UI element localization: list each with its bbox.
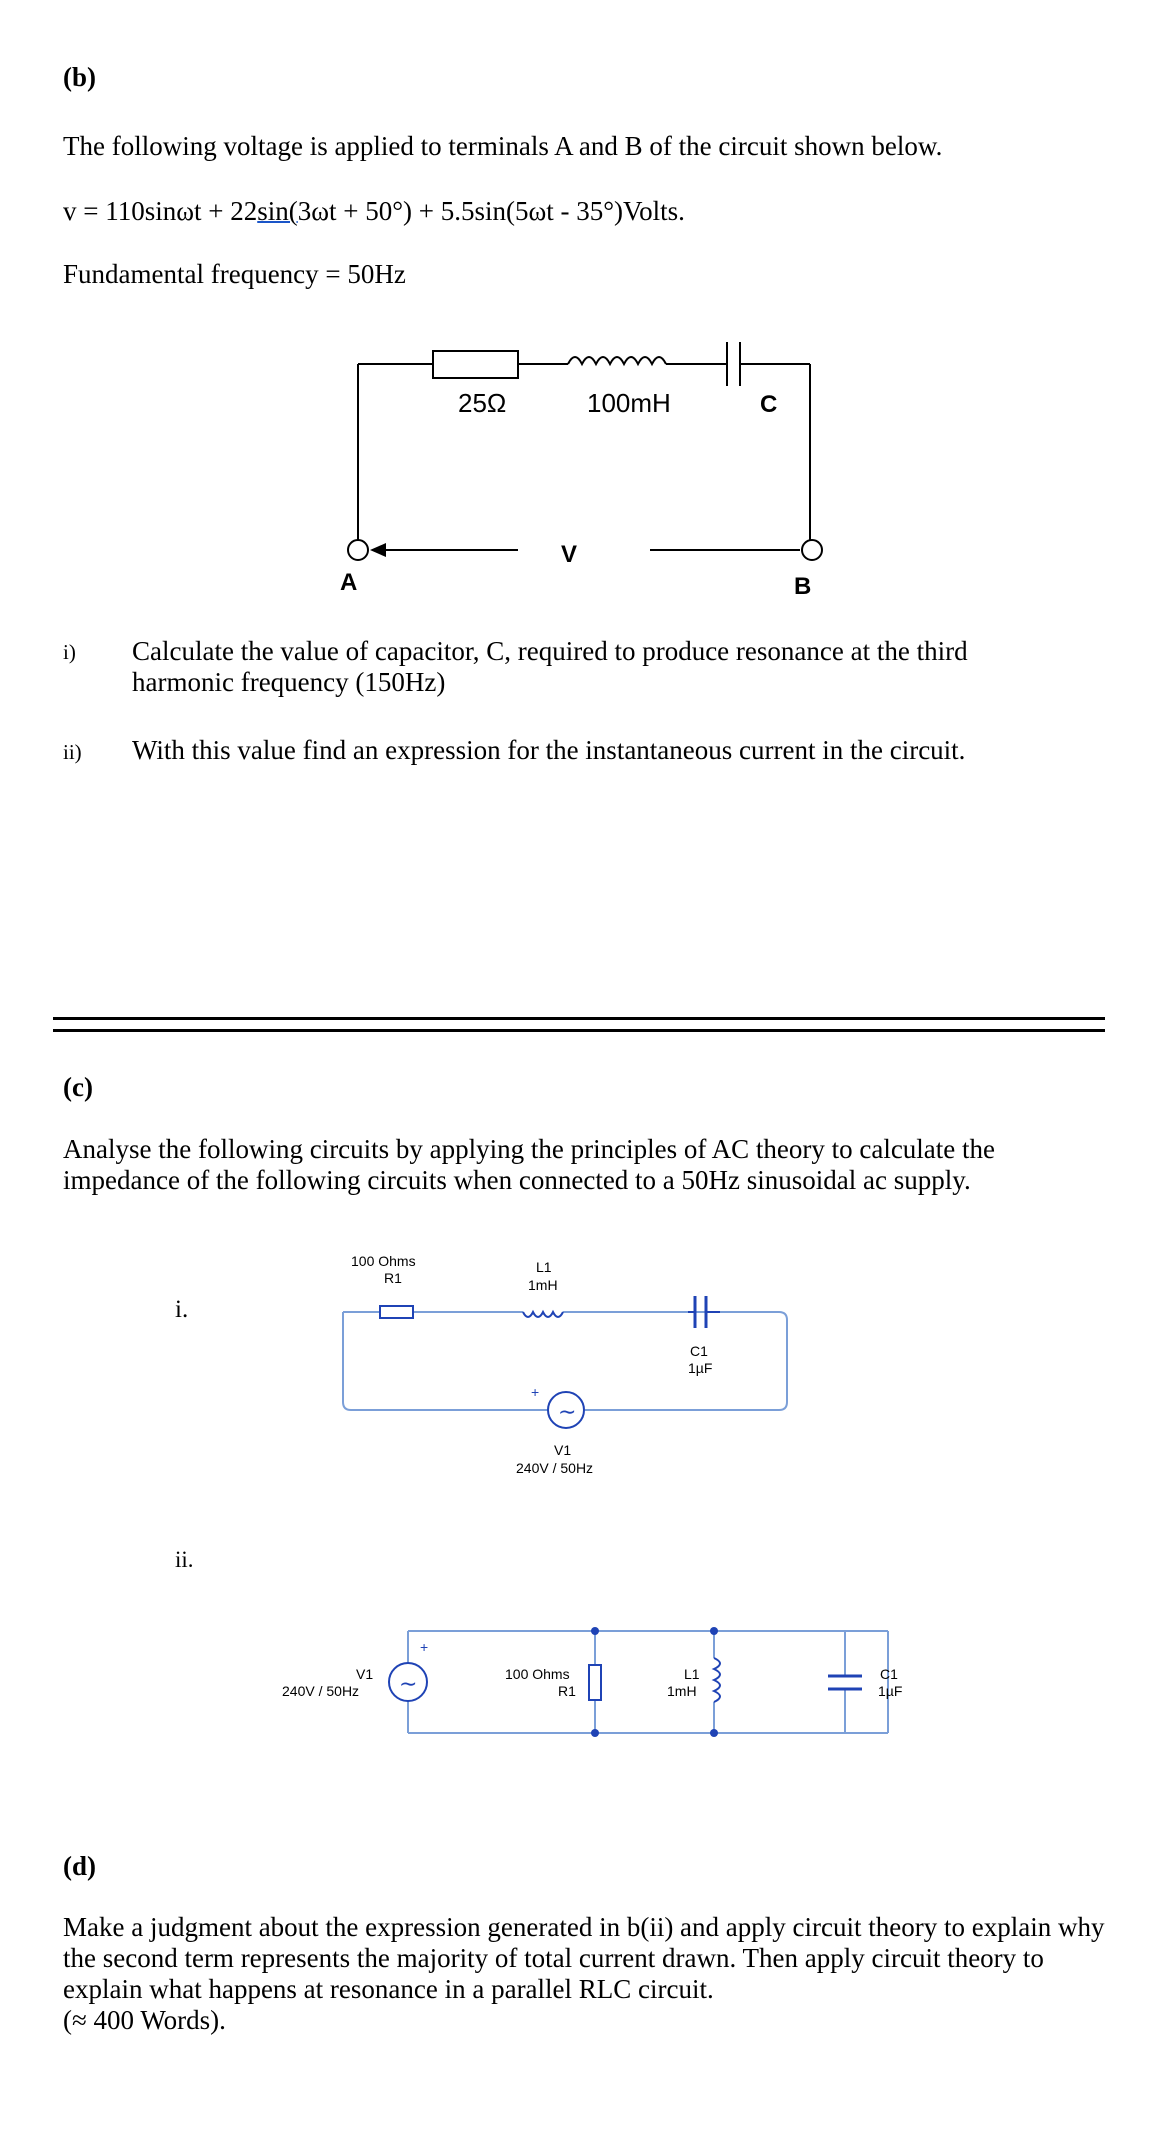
- l1-ii-value: 1mH: [667, 1683, 697, 1699]
- v1-ii-value: 240V / 50Hz: [282, 1683, 360, 1699]
- v1-i-name: V1: [554, 1442, 572, 1458]
- section-c-heading: (c): [63, 1072, 93, 1102]
- fundamental-frequency: Fundamental frequency = 50Hz: [63, 259, 406, 289]
- question-2-number: ii): [63, 740, 82, 764]
- section-d-words: (≈ 400 Words).: [63, 2005, 226, 2035]
- v1-ii-name: V1: [356, 1666, 374, 1682]
- c1-i-name: C1: [690, 1343, 708, 1359]
- section-d-text: Make a judgment about the expression generated in b(ii) and apply circuit theory to explain why the second term represents the majority of total current drawn. Then apply circuit theory to explain what happens at resonance in a parallel RLC circuit.: [63, 1912, 1105, 2005]
- section-b-intro: The following voltage is applied to terminals A and B of the circuit shown below.: [63, 131, 943, 161]
- l1-i-name: L1: [536, 1259, 552, 1275]
- r1-i-name: R1: [384, 1270, 402, 1286]
- r1-ii-resistor: [589, 1665, 601, 1700]
- equation-underlined: sin(: [257, 196, 298, 226]
- v1-i-plus: +: [531, 1384, 540, 1400]
- terminal-a-label: A: [340, 569, 358, 596]
- r1-i-value: 100 Ohms: [351, 1253, 416, 1269]
- node-dot-l-top: [710, 1627, 718, 1635]
- r1-ii-value: 100 Ohms: [505, 1666, 570, 1682]
- l1-i-value: 1mH: [528, 1277, 558, 1293]
- equation-part-2: 3ωt + 50°) + 5.5sin(5ωt - 35°)Volts.: [297, 196, 685, 226]
- terminal-b-label: B: [794, 573, 812, 600]
- inductor-label: 100mH: [587, 388, 671, 418]
- section-d-heading: (d): [63, 1851, 96, 1881]
- v1-ii-plus: +: [420, 1639, 429, 1655]
- voltage-label: V: [561, 541, 578, 568]
- equation-part-1: v = 110sinωt + 22: [63, 196, 258, 226]
- c1-i-value: 1µF: [688, 1360, 713, 1376]
- section-c-intro: Analyse the following circuits by applying the principles of AC theory to calculate the impedance of the following circuits when connected to a 50Hz sinusoidal ac supply.: [63, 1134, 996, 1196]
- circuit-ii-label: ii.: [175, 1547, 194, 1572]
- resistor-label: 25Ω: [458, 388, 507, 418]
- question-1-text: Calculate the value of capacitor, C, required to produce resonance at the third harmonic frequency (150Hz): [132, 636, 968, 698]
- l1-ii-inductor: [714, 1658, 720, 1702]
- l1-ii-name: L1: [684, 1666, 700, 1682]
- r1-ii-name: R1: [558, 1683, 576, 1699]
- capacitor-label: C: [760, 391, 778, 418]
- section-b-heading: (b): [63, 62, 96, 92]
- question-2-text: With this value find an expression for the instantaneous current in the circuit.: [132, 735, 966, 765]
- v1-i-source-symbol: ∼: [558, 1399, 577, 1424]
- node-dot-l-bottom: [710, 1729, 718, 1737]
- circuit-i-label: i.: [175, 1296, 189, 1323]
- c1-ii-name: C1: [880, 1666, 898, 1682]
- question-1-number: i): [63, 640, 76, 664]
- v1-i-value: 240V / 50Hz: [516, 1460, 594, 1476]
- c1-ii-value: 1µF: [878, 1683, 903, 1699]
- node-dot-r-bottom: [591, 1729, 599, 1737]
- v1-ii-source-symbol: ∼: [399, 1671, 418, 1696]
- node-dot-r-top: [591, 1627, 599, 1635]
